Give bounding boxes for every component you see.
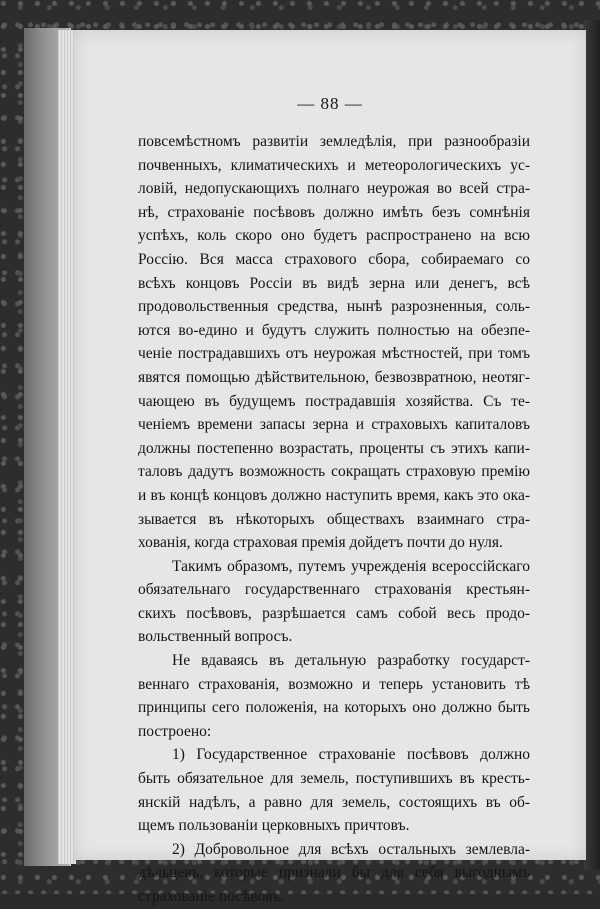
text-line: Не вдаваясь въ детальную разработку государст- — [172, 652, 530, 670]
text-line: успѣхъ, коль скоро оно будетъ распространено на всю — [138, 227, 530, 245]
text-line: построено: — [138, 722, 212, 740]
book-cover-right — [584, 20, 600, 870]
text-line: вольственный вопросъ. — [138, 628, 293, 646]
text-line: зывается въ нѣкоторыхъ обществахъ взаимнаго стра- — [138, 510, 530, 528]
text-line: всѣхъ концовъ Россіи въ видѣ зерна или денегъ, всѣ — [138, 274, 530, 292]
text-line: 1) Государственное страхованіе посѣвовъ должно — [172, 746, 530, 764]
text-line: янскій надѣлъ, а равно для земель, состоящихъ въ об- — [138, 793, 530, 811]
text-line: явятся помощью дѣйствительною, безвозвратною, неотяг- — [138, 368, 530, 386]
book-page — [74, 30, 586, 905]
text-line: и въ концѣ концовъ должно наступить время, какъ это ока- — [138, 486, 530, 504]
text-line: 2) Добровольное для всѣхъ остальныхъ землевла- — [172, 840, 530, 858]
text-line: щемъ пользованіи церковныхъ причтовъ. — [138, 817, 410, 835]
text-line: таловъ дадутъ возможность сокращать страховую премію — [138, 463, 530, 481]
text-line: дѣльцевъ, которые признали бы для себя выгоднымъ — [138, 864, 530, 882]
text-line: нѣ, страхованіе посѣвовъ должно имѣть безъ сомнѣнія — [138, 203, 530, 221]
text-line: почвенныхъ, климатическихъ и метеорологическихъ ус- — [138, 156, 530, 174]
text-line: Россію. Вся масса страхового сбора, собираемаго со — [138, 250, 530, 268]
text-line: ются во-едино и будутъ служить полностью на обезпе- — [138, 321, 530, 339]
text-line: скихъ посѣвовъ, разрѣшается самъ собой весь продо- — [138, 604, 530, 622]
text-line: ченіемъ времени запасы зерна и страховыхъ капиталовъ — [138, 416, 530, 434]
text-line: быть обязательное для земель, поступившихъ въ кресть- — [138, 770, 530, 788]
text-line: страхованіе посѣвовъ. — [138, 888, 285, 905]
page-number: — 88 — — [297, 94, 363, 113]
text-line: продовольственныя средства, нынѣ разрозненныя, соль- — [138, 298, 530, 316]
text-line: принципы сего положенія, на которыхъ оно должно быть — [138, 699, 530, 717]
text-line: веннаго страхованія, возможно и теперь установить тѣ — [138, 675, 530, 693]
text-line: ловій, недопускающихъ полнаго неурожая во всей стра- — [138, 180, 530, 198]
text-line: повсемѣстномъ развитіи земледѣлія, при разнообразіи — [138, 133, 530, 150]
text-line: обязательнаго государственнаго страхованія крестьян- — [138, 581, 530, 599]
text-line: хованія, когда страховая премія дойдетъ почти до нуля. — [138, 534, 503, 552]
body-text — [138, 130, 530, 909]
text-line: ченіе пострадавшихъ отъ неурожая мѣстностей, при томъ — [138, 345, 530, 363]
text-line: должны постепенно возрастать, проценты съ этихъ капи- — [138, 439, 530, 457]
text-line: чающею въ будущемъ пострадавшія хозяйства. Съ те- — [138, 392, 530, 410]
text-line: Такимъ образомъ, путемъ учрежденія всероссійскаго — [172, 557, 530, 575]
